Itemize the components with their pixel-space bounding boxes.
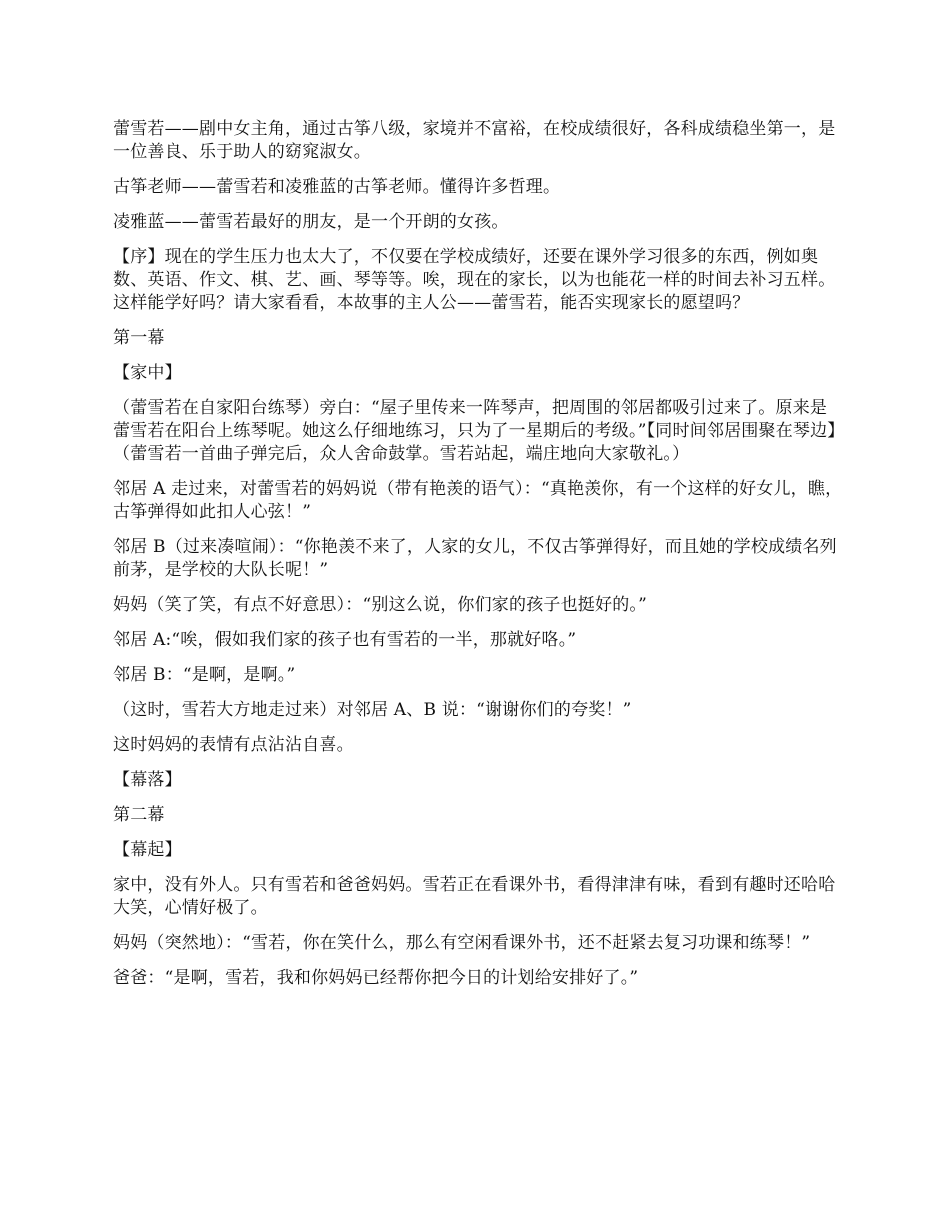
preface-paragraph: 【序】现在的学生压力也太大了，不仅要在学校成绩好，还要在课外学习很多的东西，例如奥数、英语、作文、棋、艺、画、琴等等。唉，现在的家长，以为也能花一样的时间去补习五样。这样能学好吗？请大家看看，本故事的主人公——蕾雪若，能否实现家长的愿望吗？ <box>113 247 836 313</box>
dialogue-xueruo-thanks: （这时，雪若大方地走过来）对邻居 A、B 说：“谢谢你们的夸奖！” <box>113 700 632 720</box>
character-intro-guzheng-teacher: 古筝老师——蕾雪若和凌雅蓝的古筝老师。懂得许多哲理。 <box>113 177 561 197</box>
narration-paragraph: （蕾雪若在自家阳台练琴）旁白：“屋子里传来一阵琴声，把周围的邻居都吸引过来了。原来是蕾雪若在阳台上练琴呢。她这么仔细地练习，只为了一星期后的考级。”【同时间邻居围聚在琴边】（蕾雪若一首曲子弹完后，众人舍命鼓掌。雪若站起，端庄地向大家敬礼。） <box>113 398 836 464</box>
curtain-rises: 【幕起】 <box>113 840 182 860</box>
dialogue-neighbor-b-2: 邻居 B：“是啊，是啊。” <box>113 665 296 685</box>
dialogue-neighbor-a-2: 邻居 A:“唉，假如我们家的孩子也有雪若的一半，那就好咯。” <box>113 630 577 650</box>
dialogue-neighbor-a: 邻居 A 走过来，对蕾雪若的妈妈说（带有艳羡的语气）：“真艳羡你，有一个这样的好女儿，瞧，古筝弹得如此扣人心弦！” <box>113 479 843 522</box>
dialogue-mother-2: 妈妈（突然地）：“雪若，你在笑什么，那么有空闲看课外书，还不赶紧去复习功课和练琴！” <box>113 933 811 953</box>
act-one-heading: 第一幕 <box>113 328 165 348</box>
document-page <box>113 118 843 1002</box>
scene-description: 家中，没有外人。只有雪若和爸爸妈妈。雪若正在看课外书，看得津津有味，看到有趣时还哈哈大笑，心情好极了。 <box>113 875 836 918</box>
dialogue-mother: 妈妈（笑了笑，有点不好意思）：“别这么说，你们家的孩子也挺好的。” <box>113 595 647 615</box>
character-intro-ling-yalan: 凌雅蓝——蕾雪若最好的朋友，是一个开朗的女孩。 <box>113 212 509 232</box>
stage-direction-mother: 这时妈妈的表情有点沾沾自喜。 <box>113 735 354 755</box>
act-two-heading: 第二幕 <box>113 805 165 825</box>
dialogue-father: 爸爸：“是啊，雪若，我和你妈妈已经帮你把今日的计划给安排好了。” <box>113 968 639 988</box>
character-intro-lei-xueruo: 蕾雪若——剧中女主角，通过古筝八级，家境并不富裕，在校成绩很好，各科成绩稳坐第一，是一位善良、乐于助人的窈窕淑女。 <box>113 119 836 162</box>
curtain-falls: 【幕落】 <box>113 770 182 790</box>
scene-heading-home: 【家中】 <box>113 363 182 383</box>
dialogue-neighbor-b: 邻居 B（过来凑喧闹）：“你艳羡不来了，人家的女儿，不仅古筝弹得好，而且她的学校成绩名列前茅，是学校的大队长呢！” <box>113 537 837 580</box>
